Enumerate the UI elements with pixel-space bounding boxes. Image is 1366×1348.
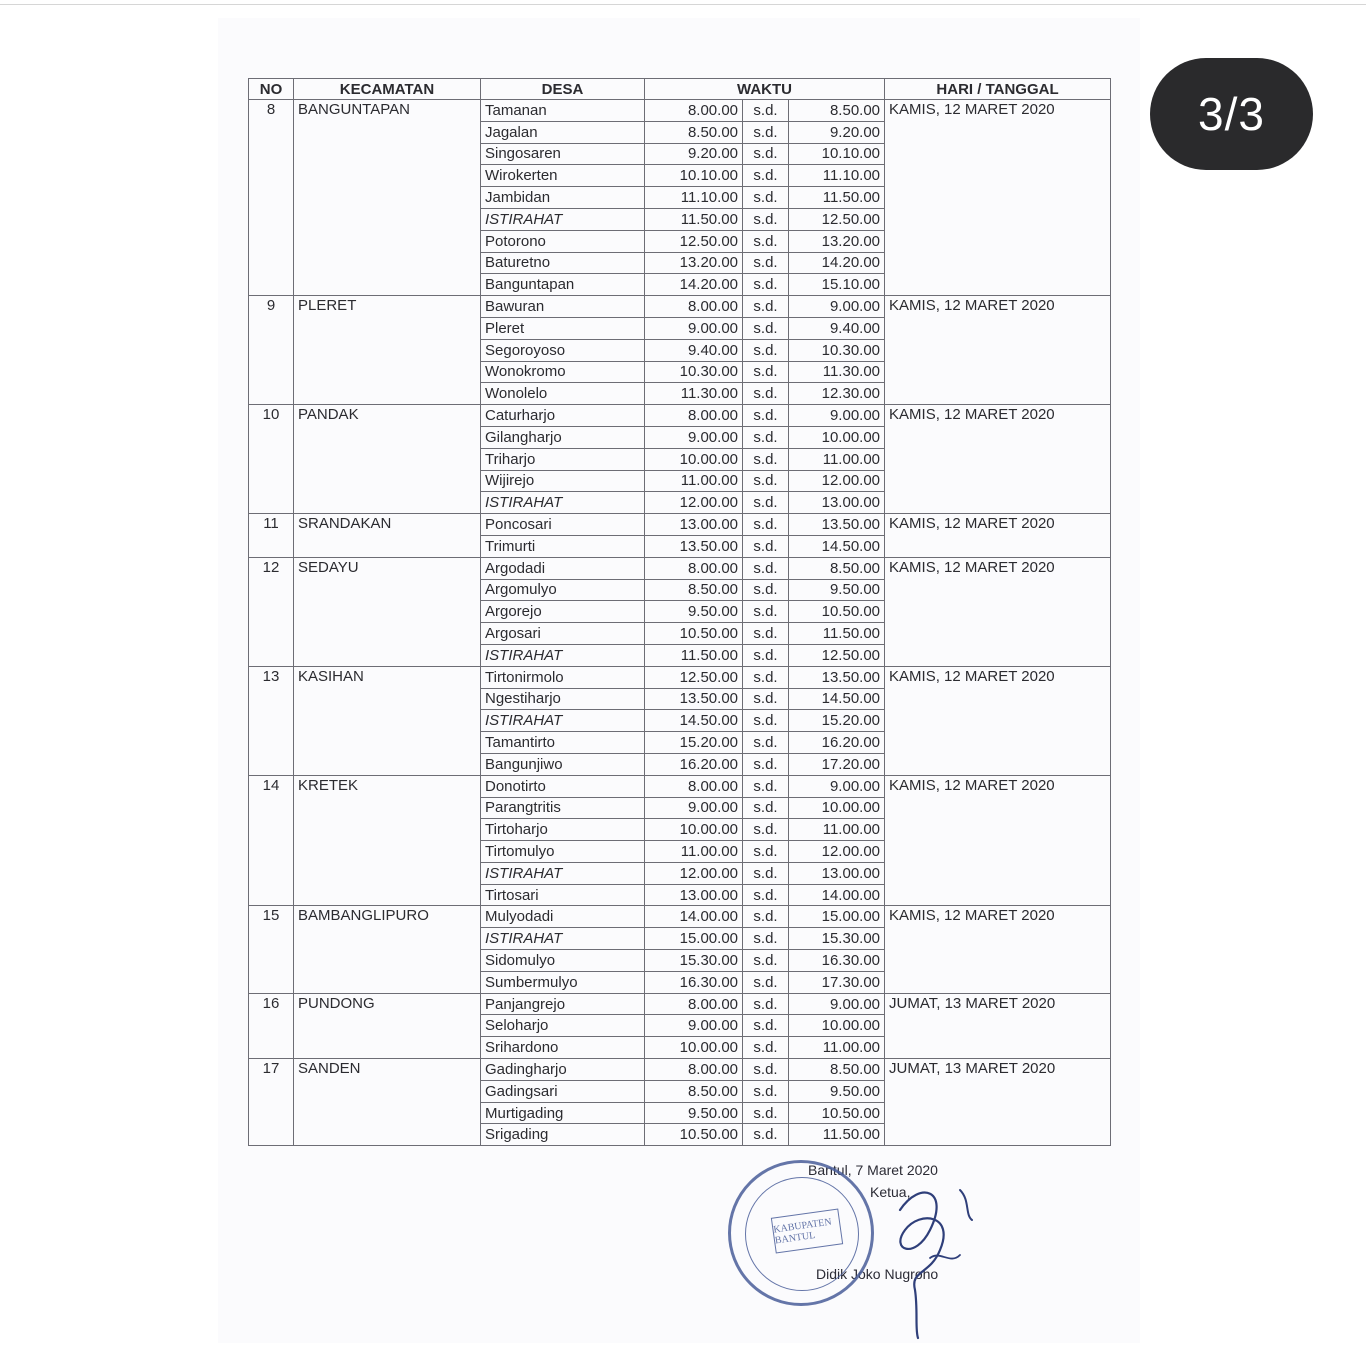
cell-time-end: 10.00.00 xyxy=(789,426,885,448)
cell-time-end: 16.30.00 xyxy=(789,950,885,972)
header-desa: DESA xyxy=(481,79,645,100)
cell-time-start: 13.20.00 xyxy=(645,252,743,274)
cell-desa: Tirtosari xyxy=(481,884,645,906)
cell-time-start: 8.50.00 xyxy=(645,121,743,143)
cell-sd: s.d. xyxy=(743,361,789,383)
cell-desa: Tirtomulyo xyxy=(481,841,645,863)
cell-time-end: 14.00.00 xyxy=(789,884,885,906)
cell-desa: ISTIRAHAT xyxy=(481,928,645,950)
stamp-text: KABUPATEN BANTUL xyxy=(772,1216,833,1247)
cell-desa: Banguntapan xyxy=(481,274,645,296)
top-divider xyxy=(0,4,1366,5)
cell-no: 17 xyxy=(249,1059,294,1146)
cell-time-start: 9.00.00 xyxy=(645,426,743,448)
schedule-table xyxy=(248,78,1111,1146)
cell-sd: s.d. xyxy=(743,993,789,1015)
cell-desa: Ngestiharjo xyxy=(481,688,645,710)
cell-no: 8 xyxy=(249,100,294,296)
cell-time-end: 10.00.00 xyxy=(789,1015,885,1037)
cell-desa: Mulyodadi xyxy=(481,906,645,928)
header-waktu: WAKTU xyxy=(645,79,885,100)
cell-sd: s.d. xyxy=(743,644,789,666)
table-row xyxy=(249,906,1111,928)
cell-time-start: 16.20.00 xyxy=(645,753,743,775)
cell-time-start: 13.50.00 xyxy=(645,535,743,557)
cell-desa: Wonolelo xyxy=(481,383,645,405)
cell-time-end: 13.00.00 xyxy=(789,862,885,884)
cell-time-start: 8.50.00 xyxy=(645,1080,743,1102)
cell-time-end: 9.00.00 xyxy=(789,296,885,318)
cell-no: 16 xyxy=(249,993,294,1058)
schedule-body xyxy=(249,100,1111,1146)
cell-time-start: 9.40.00 xyxy=(645,339,743,361)
cell-sd: s.d. xyxy=(743,666,789,688)
cell-time-end: 11.50.00 xyxy=(789,187,885,209)
cell-time-start: 10.50.00 xyxy=(645,1124,743,1146)
header-hari-tanggal: HARI / TANGGAL xyxy=(885,79,1111,100)
cell-sd: s.d. xyxy=(743,950,789,972)
cell-time-start: 11.10.00 xyxy=(645,187,743,209)
cell-desa: Gadingharjo xyxy=(481,1059,645,1081)
table-row xyxy=(249,666,1111,688)
cell-sd: s.d. xyxy=(743,187,789,209)
cell-time-start: 8.00.00 xyxy=(645,557,743,579)
cell-time-start: 12.00.00 xyxy=(645,862,743,884)
cell-time-start: 15.30.00 xyxy=(645,950,743,972)
cell-time-start: 8.50.00 xyxy=(645,579,743,601)
cell-time-start: 9.00.00 xyxy=(645,1015,743,1037)
cell-sd: s.d. xyxy=(743,492,789,514)
cell-time-start: 12.50.00 xyxy=(645,666,743,688)
cell-kecamatan: PANDAK xyxy=(294,405,481,514)
cell-time-start: 9.50.00 xyxy=(645,1102,743,1124)
cell-time-start: 12.00.00 xyxy=(645,492,743,514)
cell-time-start: 8.00.00 xyxy=(645,775,743,797)
cell-no: 9 xyxy=(249,296,294,405)
cell-kecamatan: BANGUNTAPAN xyxy=(294,100,481,296)
cell-time-end: 10.50.00 xyxy=(789,1102,885,1124)
table-row xyxy=(249,100,1111,122)
cell-time-end: 11.00.00 xyxy=(789,1037,885,1059)
cell-time-end: 11.00.00 xyxy=(789,819,885,841)
cell-sd: s.d. xyxy=(743,819,789,841)
cell-hari-tanggal: JUMAT, 13 MARET 2020 xyxy=(885,993,1111,1058)
cell-sd: s.d. xyxy=(743,317,789,339)
cell-time-end: 10.50.00 xyxy=(789,601,885,623)
cell-time-start: 9.00.00 xyxy=(645,797,743,819)
table-row xyxy=(249,405,1111,427)
cell-kecamatan: SRANDAKAN xyxy=(294,514,481,558)
cell-sd: s.d. xyxy=(743,928,789,950)
cell-time-end: 15.20.00 xyxy=(789,710,885,732)
cell-sd: s.d. xyxy=(743,884,789,906)
cell-desa: ISTIRAHAT xyxy=(481,710,645,732)
table-row xyxy=(249,296,1111,318)
cell-sd: s.d. xyxy=(743,1102,789,1124)
cell-time-end: 12.30.00 xyxy=(789,383,885,405)
cell-time-end: 12.50.00 xyxy=(789,208,885,230)
cell-desa: Tamanan xyxy=(481,100,645,122)
cell-time-start: 15.20.00 xyxy=(645,732,743,754)
cell-sd: s.d. xyxy=(743,1015,789,1037)
cell-time-start: 9.00.00 xyxy=(645,317,743,339)
cell-time-start: 13.00.00 xyxy=(645,884,743,906)
cell-time-end: 11.50.00 xyxy=(789,1124,885,1146)
cell-kecamatan: SANDEN xyxy=(294,1059,481,1146)
cell-desa: Trimurti xyxy=(481,535,645,557)
cell-time-start: 14.50.00 xyxy=(645,710,743,732)
cell-time-end: 10.00.00 xyxy=(789,797,885,819)
cell-desa: Potorono xyxy=(481,230,645,252)
cell-hari-tanggal: KAMIS, 12 MARET 2020 xyxy=(885,514,1111,558)
cell-time-end: 15.30.00 xyxy=(789,928,885,950)
cell-sd: s.d. xyxy=(743,623,789,645)
cell-sd: s.d. xyxy=(743,688,789,710)
cell-kecamatan: PLERET xyxy=(294,296,481,405)
cell-desa: Argosari xyxy=(481,623,645,645)
cell-time-end: 17.30.00 xyxy=(789,971,885,993)
cell-desa: Wirokerten xyxy=(481,165,645,187)
cell-time-end: 15.00.00 xyxy=(789,906,885,928)
cell-desa: Segoroyoso xyxy=(481,339,645,361)
cell-time-end: 10.10.00 xyxy=(789,143,885,165)
cell-desa: Gadingsari xyxy=(481,1080,645,1102)
cell-time-end: 9.00.00 xyxy=(789,405,885,427)
cell-no: 12 xyxy=(249,557,294,666)
place-date: Bantul, 7 Maret 2020 xyxy=(808,1162,938,1178)
cell-desa: Argodadi xyxy=(481,557,645,579)
cell-hari-tanggal: KAMIS, 12 MARET 2020 xyxy=(885,405,1111,514)
cell-time-end: 8.50.00 xyxy=(789,100,885,122)
cell-kecamatan: SEDAYU xyxy=(294,557,481,666)
cell-sd: s.d. xyxy=(743,274,789,296)
cell-time-end: 17.20.00 xyxy=(789,753,885,775)
official-stamp xyxy=(728,1160,874,1306)
cell-time-start: 8.00.00 xyxy=(645,993,743,1015)
cell-time-end: 13.50.00 xyxy=(789,514,885,536)
cell-sd: s.d. xyxy=(743,514,789,536)
cell-desa: ISTIRAHAT xyxy=(481,862,645,884)
cell-sd: s.d. xyxy=(743,732,789,754)
cell-hari-tanggal: KAMIS, 12 MARET 2020 xyxy=(885,100,1111,296)
cell-desa: Bawuran xyxy=(481,296,645,318)
cell-time-start: 16.30.00 xyxy=(645,971,743,993)
cell-time-end: 8.50.00 xyxy=(789,1059,885,1081)
cell-time-end: 13.50.00 xyxy=(789,666,885,688)
cell-sd: s.d. xyxy=(743,448,789,470)
cell-time-end: 9.00.00 xyxy=(789,775,885,797)
cell-desa: Pleret xyxy=(481,317,645,339)
cell-desa: Singosaren xyxy=(481,143,645,165)
cell-sd: s.d. xyxy=(743,121,789,143)
table-row xyxy=(249,1059,1111,1081)
cell-sd: s.d. xyxy=(743,426,789,448)
cell-no: 15 xyxy=(249,906,294,993)
cell-time-end: 12.00.00 xyxy=(789,841,885,863)
cell-time-start: 12.50.00 xyxy=(645,230,743,252)
cell-sd: s.d. xyxy=(743,601,789,623)
cell-sd: s.d. xyxy=(743,797,789,819)
cell-desa: Gilangharjo xyxy=(481,426,645,448)
cell-desa: Jagalan xyxy=(481,121,645,143)
cell-desa: Sidomulyo xyxy=(481,950,645,972)
cell-no: 14 xyxy=(249,775,294,906)
cell-desa: Jambidan xyxy=(481,187,645,209)
cell-hari-tanggal: KAMIS, 12 MARET 2020 xyxy=(885,296,1111,405)
cell-time-end: 11.10.00 xyxy=(789,165,885,187)
cell-no: 10 xyxy=(249,405,294,514)
cell-desa: Argorejo xyxy=(481,601,645,623)
cell-time-start: 10.50.00 xyxy=(645,623,743,645)
cell-time-start: 14.20.00 xyxy=(645,274,743,296)
cell-time-start: 8.00.00 xyxy=(645,100,743,122)
cell-time-start: 10.10.00 xyxy=(645,165,743,187)
cell-desa: ISTIRAHAT xyxy=(481,644,645,666)
cell-time-end: 11.00.00 xyxy=(789,448,885,470)
table-row xyxy=(249,775,1111,797)
table-header-row xyxy=(249,79,1111,100)
cell-desa: Wonokromo xyxy=(481,361,645,383)
cell-desa: Triharjo xyxy=(481,448,645,470)
cell-time-start: 13.50.00 xyxy=(645,688,743,710)
cell-sd: s.d. xyxy=(743,753,789,775)
cell-sd: s.d. xyxy=(743,296,789,318)
cell-kecamatan: KASIHAN xyxy=(294,666,481,775)
signer-role: Ketua, xyxy=(870,1184,911,1200)
cell-time-end: 8.50.00 xyxy=(789,557,885,579)
cell-hari-tanggal: KAMIS, 12 MARET 2020 xyxy=(885,557,1111,666)
cell-time-start: 13.00.00 xyxy=(645,514,743,536)
cell-no: 11 xyxy=(249,514,294,558)
cell-hari-tanggal: KAMIS, 12 MARET 2020 xyxy=(885,906,1111,993)
cell-desa: Bangunjiwo xyxy=(481,753,645,775)
header-no: NO xyxy=(249,79,294,100)
cell-time-start: 8.00.00 xyxy=(645,296,743,318)
cell-desa: Parangtritis xyxy=(481,797,645,819)
signer-name: Didik Joko Nugroho xyxy=(816,1266,939,1282)
cell-sd: s.d. xyxy=(743,143,789,165)
cell-desa: Tirtonirmolo xyxy=(481,666,645,688)
cell-desa: Poncosari xyxy=(481,514,645,536)
cell-time-start: 10.00.00 xyxy=(645,448,743,470)
cell-sd: s.d. xyxy=(743,971,789,993)
cell-sd: s.d. xyxy=(743,383,789,405)
cell-sd: s.d. xyxy=(743,1059,789,1081)
table-row xyxy=(249,514,1111,536)
cell-time-end: 14.20.00 xyxy=(789,252,885,274)
cell-desa: Baturetno xyxy=(481,252,645,274)
cell-desa: ISTIRAHAT xyxy=(481,492,645,514)
cell-sd: s.d. xyxy=(743,775,789,797)
cell-sd: s.d. xyxy=(743,906,789,928)
cell-sd: s.d. xyxy=(743,230,789,252)
cell-time-end: 14.50.00 xyxy=(789,535,885,557)
cell-time-start: 8.00.00 xyxy=(645,1059,743,1081)
cell-time-end: 13.00.00 xyxy=(789,492,885,514)
cell-desa: Seloharjo xyxy=(481,1015,645,1037)
table-row xyxy=(249,557,1111,579)
cell-desa: Argomulyo xyxy=(481,579,645,601)
cell-time-start: 10.30.00 xyxy=(645,361,743,383)
cell-time-end: 16.20.00 xyxy=(789,732,885,754)
cell-time-start: 11.00.00 xyxy=(645,841,743,863)
cell-time-start: 10.00.00 xyxy=(645,819,743,841)
cell-time-start: 15.00.00 xyxy=(645,928,743,950)
cell-sd: s.d. xyxy=(743,579,789,601)
cell-desa: Donotirto xyxy=(481,775,645,797)
cell-desa: Srihardono xyxy=(481,1037,645,1059)
cell-time-end: 9.00.00 xyxy=(789,993,885,1015)
cell-time-end: 14.50.00 xyxy=(789,688,885,710)
cell-desa: ISTIRAHAT xyxy=(481,208,645,230)
table-row xyxy=(249,993,1111,1015)
cell-sd: s.d. xyxy=(743,165,789,187)
cell-hari-tanggal: JUMAT, 13 MARET 2020 xyxy=(885,1059,1111,1146)
cell-time-end: 15.10.00 xyxy=(789,274,885,296)
cell-time-end: 12.50.00 xyxy=(789,644,885,666)
cell-sd: s.d. xyxy=(743,1037,789,1059)
cell-time-start: 14.00.00 xyxy=(645,906,743,928)
cell-time-end: 9.50.00 xyxy=(789,1080,885,1102)
cell-time-start: 11.30.00 xyxy=(645,383,743,405)
cell-time-end: 11.30.00 xyxy=(789,361,885,383)
cell-time-start: 11.50.00 xyxy=(645,208,743,230)
cell-hari-tanggal: KAMIS, 12 MARET 2020 xyxy=(885,666,1111,775)
cell-sd: s.d. xyxy=(743,100,789,122)
cell-time-end: 12.00.00 xyxy=(789,470,885,492)
cell-sd: s.d. xyxy=(743,470,789,492)
cell-time-start: 9.20.00 xyxy=(645,143,743,165)
cell-no: 13 xyxy=(249,666,294,775)
signature-icon xyxy=(860,1170,990,1340)
cell-time-end: 13.20.00 xyxy=(789,230,885,252)
cell-desa: Tamantirto xyxy=(481,732,645,754)
cell-sd: s.d. xyxy=(743,405,789,427)
cell-time-start: 9.50.00 xyxy=(645,601,743,623)
cell-sd: s.d. xyxy=(743,557,789,579)
cell-desa: Wijirejo xyxy=(481,470,645,492)
cell-time-end: 11.50.00 xyxy=(789,623,885,645)
cell-time-end: 9.20.00 xyxy=(789,121,885,143)
cell-sd: s.d. xyxy=(743,339,789,361)
cell-time-end: 9.50.00 xyxy=(789,579,885,601)
cell-kecamatan: BAMBANGLIPURO xyxy=(294,906,481,993)
cell-time-start: 10.00.00 xyxy=(645,1037,743,1059)
cell-sd: s.d. xyxy=(743,535,789,557)
cell-desa: Tirtoharjo xyxy=(481,819,645,841)
cell-desa: Srigading xyxy=(481,1124,645,1146)
cell-time-start: 11.00.00 xyxy=(645,470,743,492)
cell-kecamatan: PUNDONG xyxy=(294,993,481,1058)
cell-sd: s.d. xyxy=(743,252,789,274)
page-indicator-badge: 3/3 xyxy=(1150,58,1313,170)
cell-sd: s.d. xyxy=(743,841,789,863)
cell-sd: s.d. xyxy=(743,862,789,884)
header-kecamatan: KECAMATAN xyxy=(294,79,481,100)
cell-desa: Sumbermulyo xyxy=(481,971,645,993)
cell-sd: s.d. xyxy=(743,710,789,732)
cell-time-end: 9.40.00 xyxy=(789,317,885,339)
cell-sd: s.d. xyxy=(743,1080,789,1102)
cell-time-start: 11.50.00 xyxy=(645,644,743,666)
cell-desa: Panjangrejo xyxy=(481,993,645,1015)
cell-sd: s.d. xyxy=(743,1124,789,1146)
cell-desa: Murtigading xyxy=(481,1102,645,1124)
cell-desa: Caturharjo xyxy=(481,405,645,427)
cell-time-start: 8.00.00 xyxy=(645,405,743,427)
cell-time-end: 10.30.00 xyxy=(789,339,885,361)
cell-hari-tanggal: KAMIS, 12 MARET 2020 xyxy=(885,775,1111,906)
cell-sd: s.d. xyxy=(743,208,789,230)
cell-kecamatan: KRETEK xyxy=(294,775,481,906)
